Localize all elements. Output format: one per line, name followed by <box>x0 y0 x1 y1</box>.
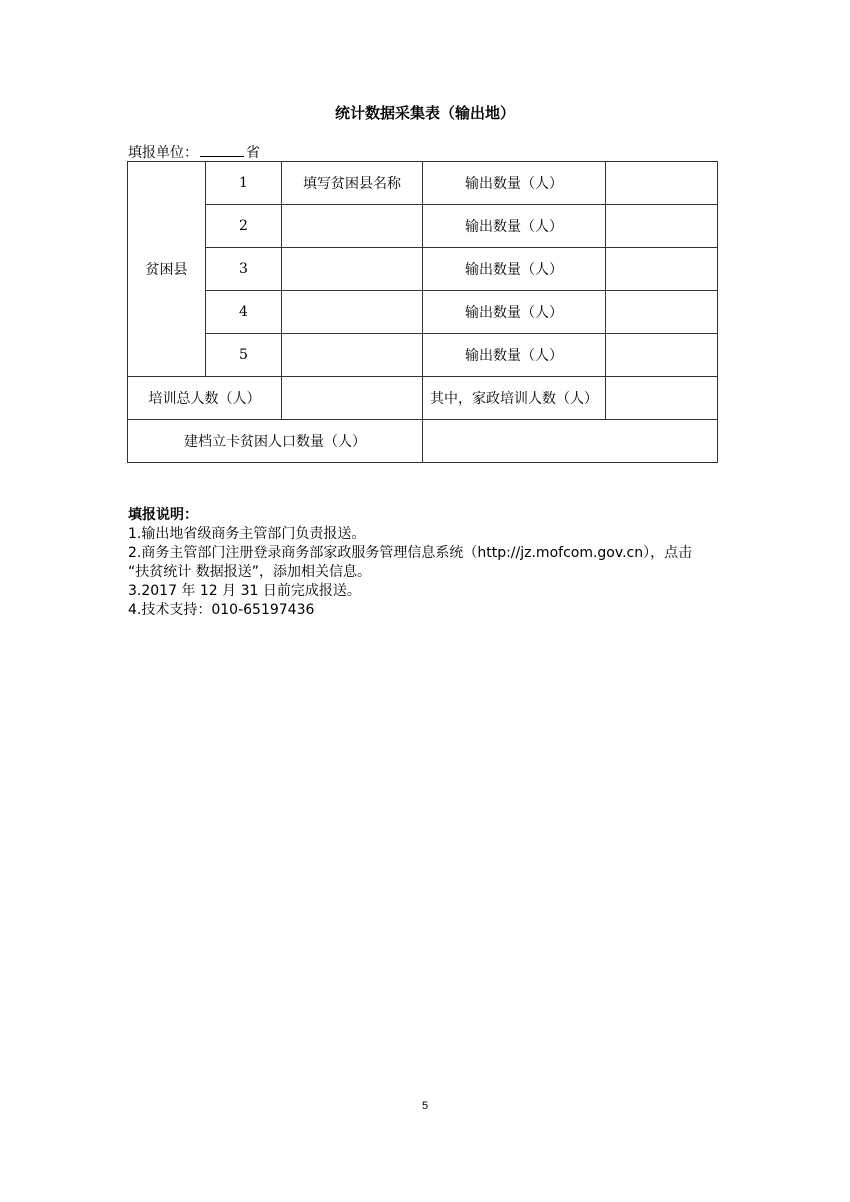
training-total-label: 培训总人数（人） <box>128 377 282 420</box>
county-name-cell[interactable] <box>282 291 423 334</box>
table-row <box>128 205 718 248</box>
instructions-heading: 填报说明： <box>128 507 198 523</box>
page-title: 统计数据采集表（输出地） <box>334 104 515 122</box>
training-total-input[interactable] <box>282 377 423 420</box>
page-number: 5 <box>421 1100 429 1112</box>
county-name-cell[interactable] <box>282 248 423 291</box>
instruction-item: 2.商务主管部门注册登录商务部家政服务管理信息系统（http://jz.mofcom.gov.cn），点击 <box>128 545 693 561</box>
domestic-training-input[interactable] <box>606 377 718 420</box>
county-name-cell[interactable] <box>282 205 423 248</box>
table-row <box>128 377 718 420</box>
province-blank-field[interactable] <box>200 142 244 157</box>
table-row <box>128 334 718 377</box>
poor-county-group-label: 贫困县 <box>128 162 206 377</box>
fill-unit-suffix: 省 <box>246 145 260 161</box>
registered-poor-input[interactable] <box>423 420 718 463</box>
table-row <box>128 248 718 291</box>
output-count-input[interactable] <box>606 205 718 248</box>
output-count-input[interactable] <box>606 248 718 291</box>
output-count-input[interactable] <box>606 291 718 334</box>
table-row <box>128 420 718 463</box>
output-count-label: 输出数量（人） <box>423 291 606 334</box>
output-count-input[interactable] <box>606 334 718 377</box>
instruction-item: 3.2017 年 12 月 31 日前完成报送。 <box>128 583 361 599</box>
output-count-label: 输出数量（人） <box>423 248 606 291</box>
table-row <box>128 291 718 334</box>
output-count-input[interactable] <box>606 162 718 205</box>
output-count-label: 输出数量（人） <box>423 334 606 377</box>
fill-unit-label: 填报单位： <box>128 145 198 161</box>
instruction-item: “扶贫统计 数据报送”，添加相关信息。 <box>128 564 371 580</box>
row-index: 5 <box>206 334 282 377</box>
instruction-item: 1.输出地省级商务主管部门负责报送。 <box>128 526 366 542</box>
row-index: 2 <box>206 205 282 248</box>
data-collection-table <box>127 161 718 463</box>
fill-unit <box>128 142 260 162</box>
row-index: 3 <box>206 248 282 291</box>
registered-poor-label: 建档立卡贫困人口数量（人） <box>128 420 423 463</box>
output-count-label: 输出数量（人） <box>423 205 606 248</box>
domestic-training-label: 其中，家政培训人数（人） <box>423 377 606 420</box>
county-name-cell[interactable] <box>282 334 423 377</box>
row-index: 1 <box>206 162 282 205</box>
instruction-item: 4.技术支持：010-65197436 <box>128 602 315 618</box>
output-count-label: 输出数量（人） <box>423 162 606 205</box>
county-name-cell[interactable]: 填写贫困县名称 <box>282 162 423 205</box>
row-index: 4 <box>206 291 282 334</box>
table-row <box>128 162 718 205</box>
instructions <box>128 506 748 620</box>
